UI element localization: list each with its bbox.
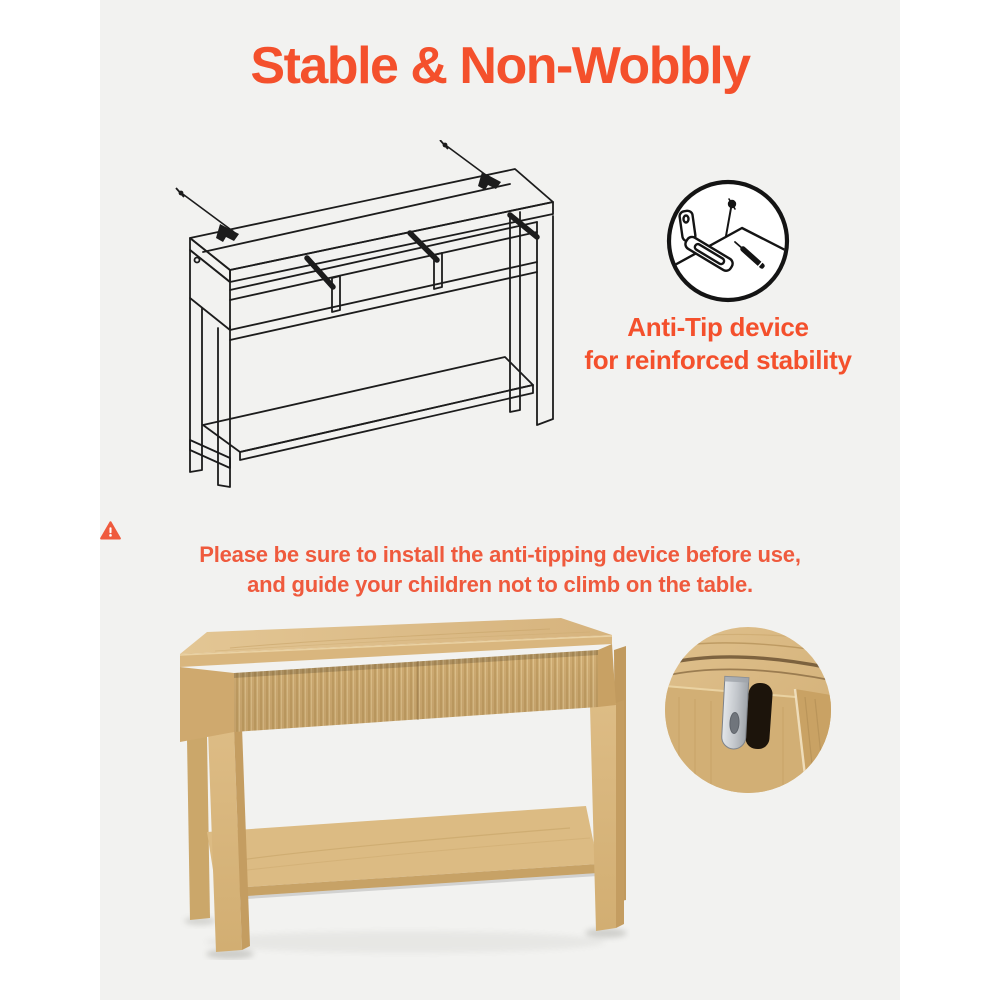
product-photo (170, 610, 630, 960)
slot-opening (745, 682, 774, 750)
warning-line1: Please be sure to install the anti-tipping device before use, (199, 542, 801, 567)
warning-line1-wrap (100, 521, 900, 570)
table-line-drawing (110, 140, 580, 500)
product-infographic-canvas (100, 0, 900, 1000)
warning-line2: and guide your children not to climb on the table. (247, 572, 753, 597)
anti-tip-caption-line2: for reinforced stability (584, 345, 852, 375)
detail-photo-closeup (665, 627, 831, 793)
bracket-diagram-circle (665, 178, 791, 304)
warning-triangle-icon (100, 521, 121, 540)
metal-bracket-icon (721, 676, 749, 749)
anti-tip-caption-line1: Anti-Tip device (627, 312, 809, 342)
page-title: Stable & Non-Wobbly (250, 37, 750, 95)
warning-note (100, 521, 900, 600)
anti-tip-caption (518, 311, 900, 377)
